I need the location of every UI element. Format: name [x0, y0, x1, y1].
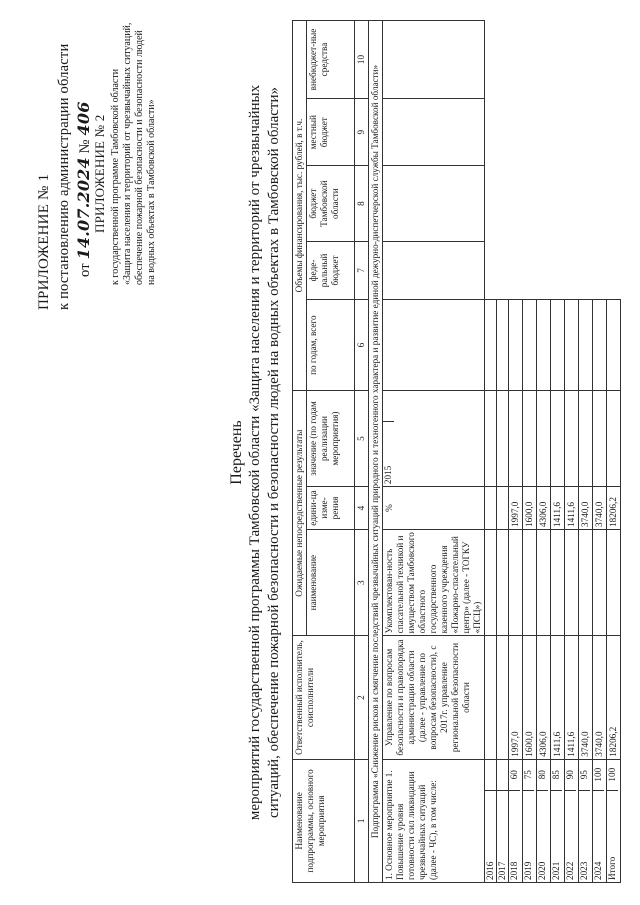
year-label: Итого: [607, 790, 618, 882]
col-num: 6: [355, 300, 369, 391]
indicator-value: 85: [551, 770, 561, 780]
heading-line3: ситуаций, обеспечение пожарной безопасности и безопасности людей на водных объектах в Тамбовской области»: [266, 87, 282, 819]
year-cell: [485, 759, 497, 882]
total-cell: 3740,0: [593, 636, 607, 759]
appendix2-line1: к государственной программе Тамбовской области: [110, 68, 121, 285]
handwritten-number: 406: [74, 101, 93, 136]
col-num: 8: [355, 166, 369, 241]
responsible-executor: Управление по вопросам безопасности и правопорядка администрации области (далее - управление по вопросам безопасности), с 2017г. управление региональной безопасности области: [383, 636, 485, 759]
indicator-value: 100: [607, 767, 617, 782]
regional-cell: 18206,2: [607, 487, 621, 530]
indicator-value: 100: [593, 767, 603, 782]
header-executor: Ответственный исполнитель, соисполнители: [293, 636, 355, 759]
header-value: значение (по годам реализации мероприятия): [307, 391, 355, 487]
year-label: 2023: [579, 790, 590, 882]
total-cell: [383, 300, 485, 391]
heading-perechen: Перечень: [228, 420, 245, 485]
date-prefix: от: [77, 263, 93, 277]
year-cell: [551, 759, 565, 882]
header-unit: едини-ца изме-рения: [307, 487, 355, 530]
total-cell: 1600,0: [523, 636, 537, 759]
measures-table: [292, 20, 621, 883]
indicator-value: [485, 760, 496, 790]
regional-cell: 3740,0: [593, 487, 607, 530]
year-cell: [593, 759, 607, 882]
measure-name: 1. Основное мероприятие 1. Повышение уровня готовности сил ликвидации чрезвычайных ситуаций (далее - ЧС), в том числе:: [383, 759, 485, 882]
indicator-value: [383, 391, 394, 421]
col-num: 4: [355, 487, 369, 530]
regional-cell: 1997,0: [509, 487, 523, 530]
column-number-row: [355, 21, 369, 883]
header-result-name: наименование: [307, 529, 355, 635]
year-label: 2016: [485, 790, 496, 882]
total-cell: 4306,0: [537, 636, 551, 759]
appendix2-line3: обеспечение пожарной безопасности и безопасности людей: [134, 30, 145, 285]
regional-cell: 3740,0: [579, 487, 593, 530]
regional-cell: 4306,0: [537, 487, 551, 530]
header-name: Наименование подпрограммы, основного мероприятия: [293, 759, 355, 882]
header-by-year: по годам, всего: [307, 300, 355, 391]
heading-line2: мероприятий государственной программы Тамбовской области «Защита населения и территорий от чрезвычайных: [247, 84, 263, 821]
regional-cell: [497, 487, 509, 530]
year-label: 2015: [383, 421, 394, 486]
total-cell: 1997,0: [509, 636, 523, 759]
header-offbudget: внебюджет-ные средства: [307, 21, 355, 99]
regional-cell: [383, 166, 485, 241]
col-num: 7: [355, 241, 369, 299]
regional-cell: 1411,6: [565, 487, 579, 530]
header-local: местный бюджет: [307, 98, 355, 166]
year-cell: [607, 759, 621, 882]
year-cell: [497, 759, 509, 882]
year-label: 2024: [593, 790, 604, 882]
year-label: 2019: [523, 790, 534, 882]
col-num: 10: [355, 21, 369, 99]
header-federal: феде-ральный бюджет: [307, 241, 355, 299]
indicator-value: 90: [565, 770, 575, 780]
result-indicator-name: Укомплектован-ность спасательной техникой и имуществом Тамбовского областного государственного казенного учреждения «Пожарно-спасательный центр» (далее - ТОГКУ «ПСЦ»): [383, 529, 485, 635]
year-label: 2018: [509, 790, 520, 882]
year-cell: [383, 391, 485, 487]
year-label: 2022: [565, 790, 576, 882]
indicator-value: 60: [509, 770, 519, 780]
number-prefix: №: [77, 139, 93, 154]
year-label: 2017: [497, 790, 508, 882]
decree-date-line: [74, 101, 94, 277]
header-regional: бюджет Тамбовской области: [307, 166, 355, 241]
appendix2-line4: на водных объектах в Тамбовской области»: [146, 99, 157, 285]
header-results-group: Ожидаемые непосредственные результаты: [293, 391, 307, 636]
regional-cell: 1600,0: [523, 487, 537, 530]
appendix-title: ПРИЛОЖЕНИЕ № 1: [36, 173, 52, 310]
header-finance-group: Объемы финансирования, тыс. рублей, в т.ч.: [293, 21, 307, 391]
year-cell: [537, 759, 551, 882]
total-cell: 3740,0: [579, 636, 593, 759]
indicator-value: 75: [523, 770, 533, 780]
handwritten-date: 14.07.2024: [74, 157, 93, 260]
indicator-value: [497, 760, 508, 790]
total-cell: 1411,6: [565, 636, 579, 759]
total-cell: 1411,6: [551, 636, 565, 759]
decree-reference: к постановлению администрации области: [56, 43, 72, 310]
appendix2-title: ПРИЛОЖЕНИЕ № 2: [92, 114, 107, 233]
col-num: 9: [355, 98, 369, 166]
indicator-value: 80: [537, 770, 547, 780]
subprogram-title: Подпрограмма «Снижение рисков и смягчение последствий чрезвычайных ситуаций природного и техногенного характера и развитие единой дежурно-диспетчерской службы Тамбовской области»: [369, 21, 383, 883]
col-num: 2: [355, 636, 369, 759]
indicator-value: 95: [579, 770, 589, 780]
unit-of-measure: %: [383, 487, 485, 530]
year-label: 2020: [537, 790, 548, 882]
col-num: 3: [355, 529, 369, 635]
regional-cell: 1411,6: [551, 487, 565, 530]
total-cell: [485, 636, 497, 759]
year-label: 2021: [551, 790, 562, 882]
year-cell: [509, 759, 523, 882]
year-cell: [523, 759, 537, 882]
total-cell: [497, 636, 509, 759]
year-cell: [565, 759, 579, 882]
col-num: 5: [355, 391, 369, 487]
total-cell: 18206,2: [607, 636, 621, 759]
regional-cell: [485, 487, 497, 530]
year-cell: [579, 759, 593, 882]
appendix2-line2: «Защита населения и территорий от чрезвычайных ситуаций,: [122, 22, 133, 285]
col-num: 1: [355, 759, 369, 882]
